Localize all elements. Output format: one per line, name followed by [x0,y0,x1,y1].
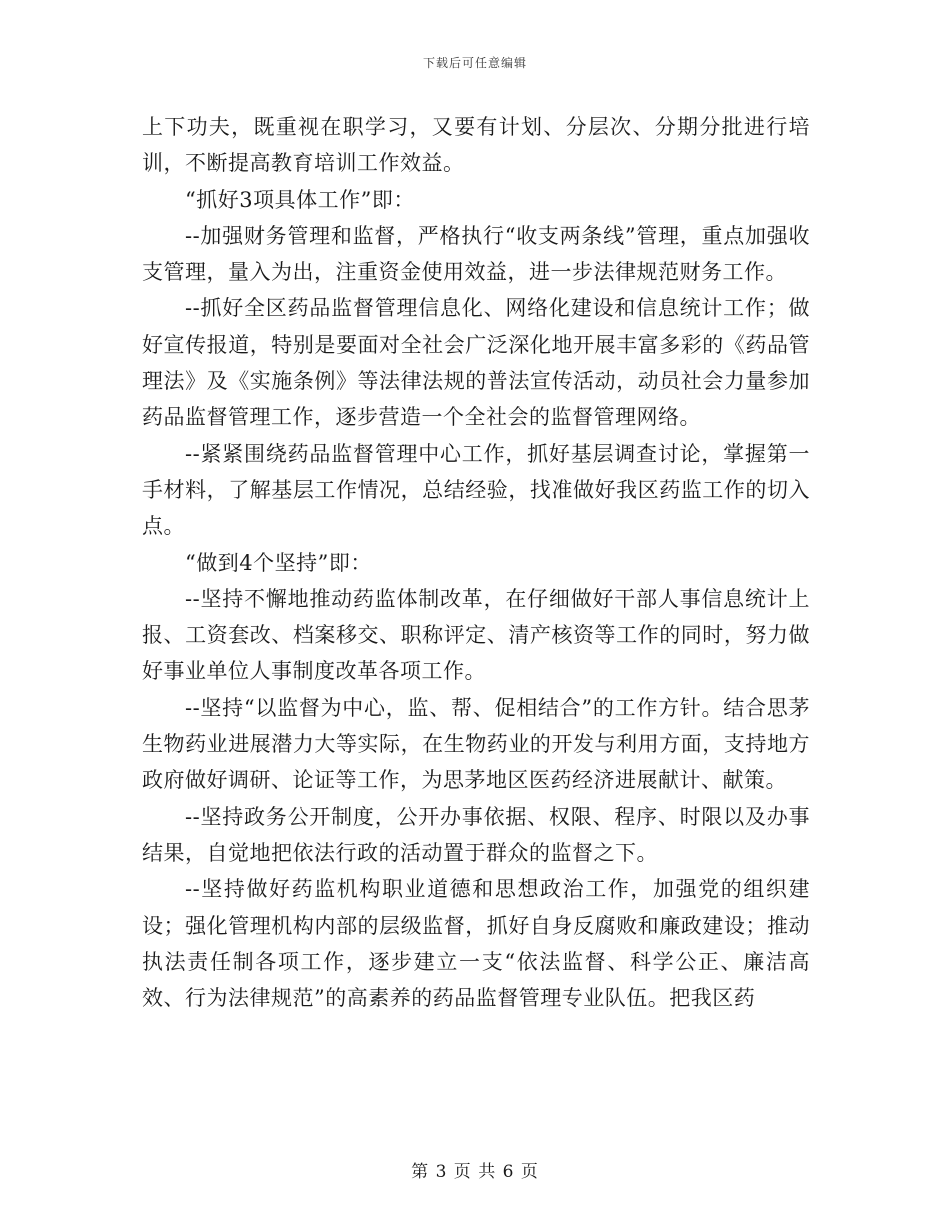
paragraph-10: --坚持做好药监机构职业道德和思想政治工作，加强党的组织建设；强化管理机构内部的层级监督，抓好自身反腐败和廉政建设；推动执法责任制各项工作，逐步建立一支“依法监督、科学公正、廉洁高效、行为法律规范”的高素养的药品监督管理专业队伍。把我区药 [142,877,810,1011]
paragraph-6: “做到4个坚持”即： [185,550,372,575]
page-number-footer: 第 3 页 共 6 页 [411,1162,539,1182]
paragraph-8: --坚持“以监督为中心，监、帮、促相结合”的工作方针。结合思茅生物药业进展潜力大等实际，在生物药业的开发与利用方面，支持地方政府做好调研、论证等工作，为思茅地区医药经济进展献计、献策。 [142,695,810,793]
paragraph-7: --坚持不懈地推动药监体制改革，在仔细做好干部人事信息统计上报、工资套改、档案移交、职称评定、清产核资等工作的同时，努力做好事业单位人事制度改革各项工作。 [142,586,810,684]
paragraph-2: “抓好3项具体工作”即： [185,187,415,212]
paragraph-3: --加强财务管理和监督，严格执行“收支两条线”管理，重点加强收支管理，量入为出，注重资金使用效益，进一步法律规范财务工作。 [142,223,810,285]
paragraph-9: --坚持政务公开制度，公开办事依据、权限、程序、时限以及办事结果，自觉地把依法行政的活动置于群众的监督之下。 [142,804,810,865]
document-body [142,109,810,1016]
paragraph-1: 上下功夫，既重视在职学习，又要有计划、分层次、分期分批进行培训，不断提高教育培训工作效益。 [142,115,810,176]
page-header: 下载后可任意编辑 [422,56,527,70]
paragraph-5: --紧紧围绕药品监督管理中心工作，抓好基层调查讨论，掌握第一手材料，了解基层工作情况，总结经验，找准做好我区药监工作的切入点。 [142,441,810,539]
paragraph-4: --抓好全区药品监督管理信息化、网络化建设和信息统计工作；做好宣传报道，特别是要面对全社会广泛深化地开展丰富多彩的《药品管理法》及《实施条例》等法律法规的普法宣传活动，动员社会力量参加药品监督管理工作，逐步营造一个全社会的监督管理网络。 [142,296,810,430]
